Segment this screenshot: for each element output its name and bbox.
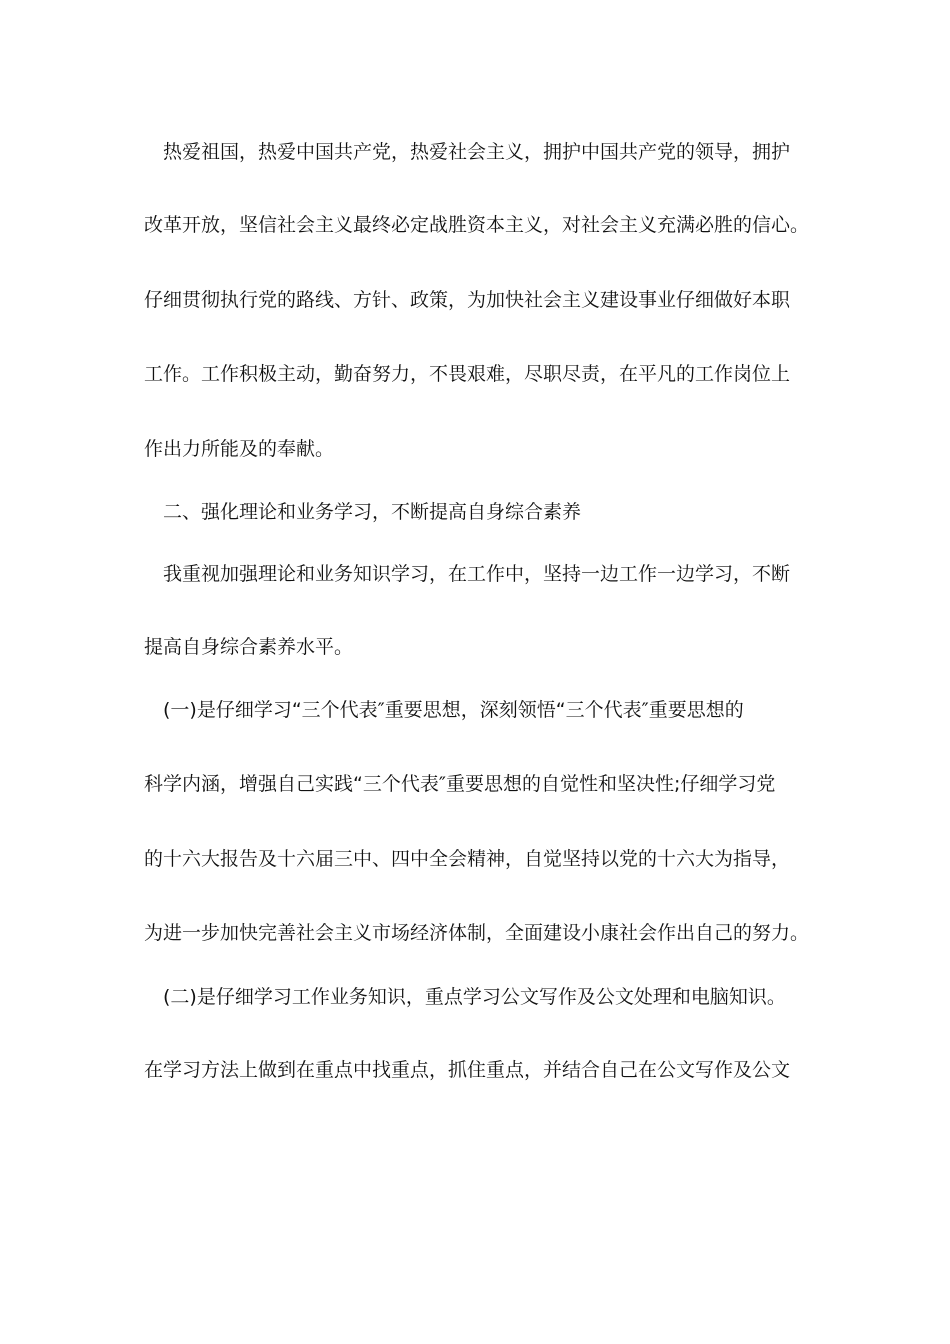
paragraph-line-7: 我重视加强理论和业务知识学习，在工作中，坚持一边工作一边学习，不断 <box>163 563 791 585</box>
paragraph-line-10: 科学内涵，增强自己实践“三个代表″重要思想的自觉性和坚决性;仔细学习党 <box>144 773 776 795</box>
paragraph-line-11: 的十六大报告及十六届三中、四中全会精神，自觉坚持以党的十六大为指导， <box>144 848 791 870</box>
paragraph-line-3: 仔细贯彻执行党的路线、方针、政策，为加快社会主义建设事业仔细做好本职 <box>144 289 791 311</box>
paragraph-line-14: 在学习方法上做到在重点中找重点，抓住重点，并结合自己在公文写作及公文 <box>144 1059 791 1081</box>
paragraph-line-9: (一)是仔细学习“三个代表″重要思想，深刻领悟“三个代表″重要思想的 <box>163 699 744 721</box>
paragraph-line-13: (二)是仔细学习工作业务知识，重点学习公文写作及公文处理和电脑知识。 <box>163 986 786 1008</box>
paragraph-line-1: 热爱祖国，热爱中国共产党，热爱社会主义，拥护中国共产党的领导，拥护 <box>163 141 791 163</box>
paragraph-line-12: 为进一步加快完善社会主义市场经济体制，全面建设小康社会作出自己的努力。 <box>144 922 810 944</box>
paragraph-line-4: 工作。工作积极主动，勤奋努力，不畏艰难，尽职尽责，在平凡的工作岗位上 <box>144 363 791 385</box>
paragraph-line-2: 改革开放，坚信社会主义最终必定战胜资本主义，对社会主义充满必胜的信心。 <box>144 214 810 236</box>
section-heading: 二、强化理论和业务学习，不断提高自身综合素养 <box>163 501 582 523</box>
paragraph-line-5: 作出力所能及的奉献。 <box>144 438 335 460</box>
paragraph-line-8: 提高自身综合素养水平。 <box>144 636 354 658</box>
